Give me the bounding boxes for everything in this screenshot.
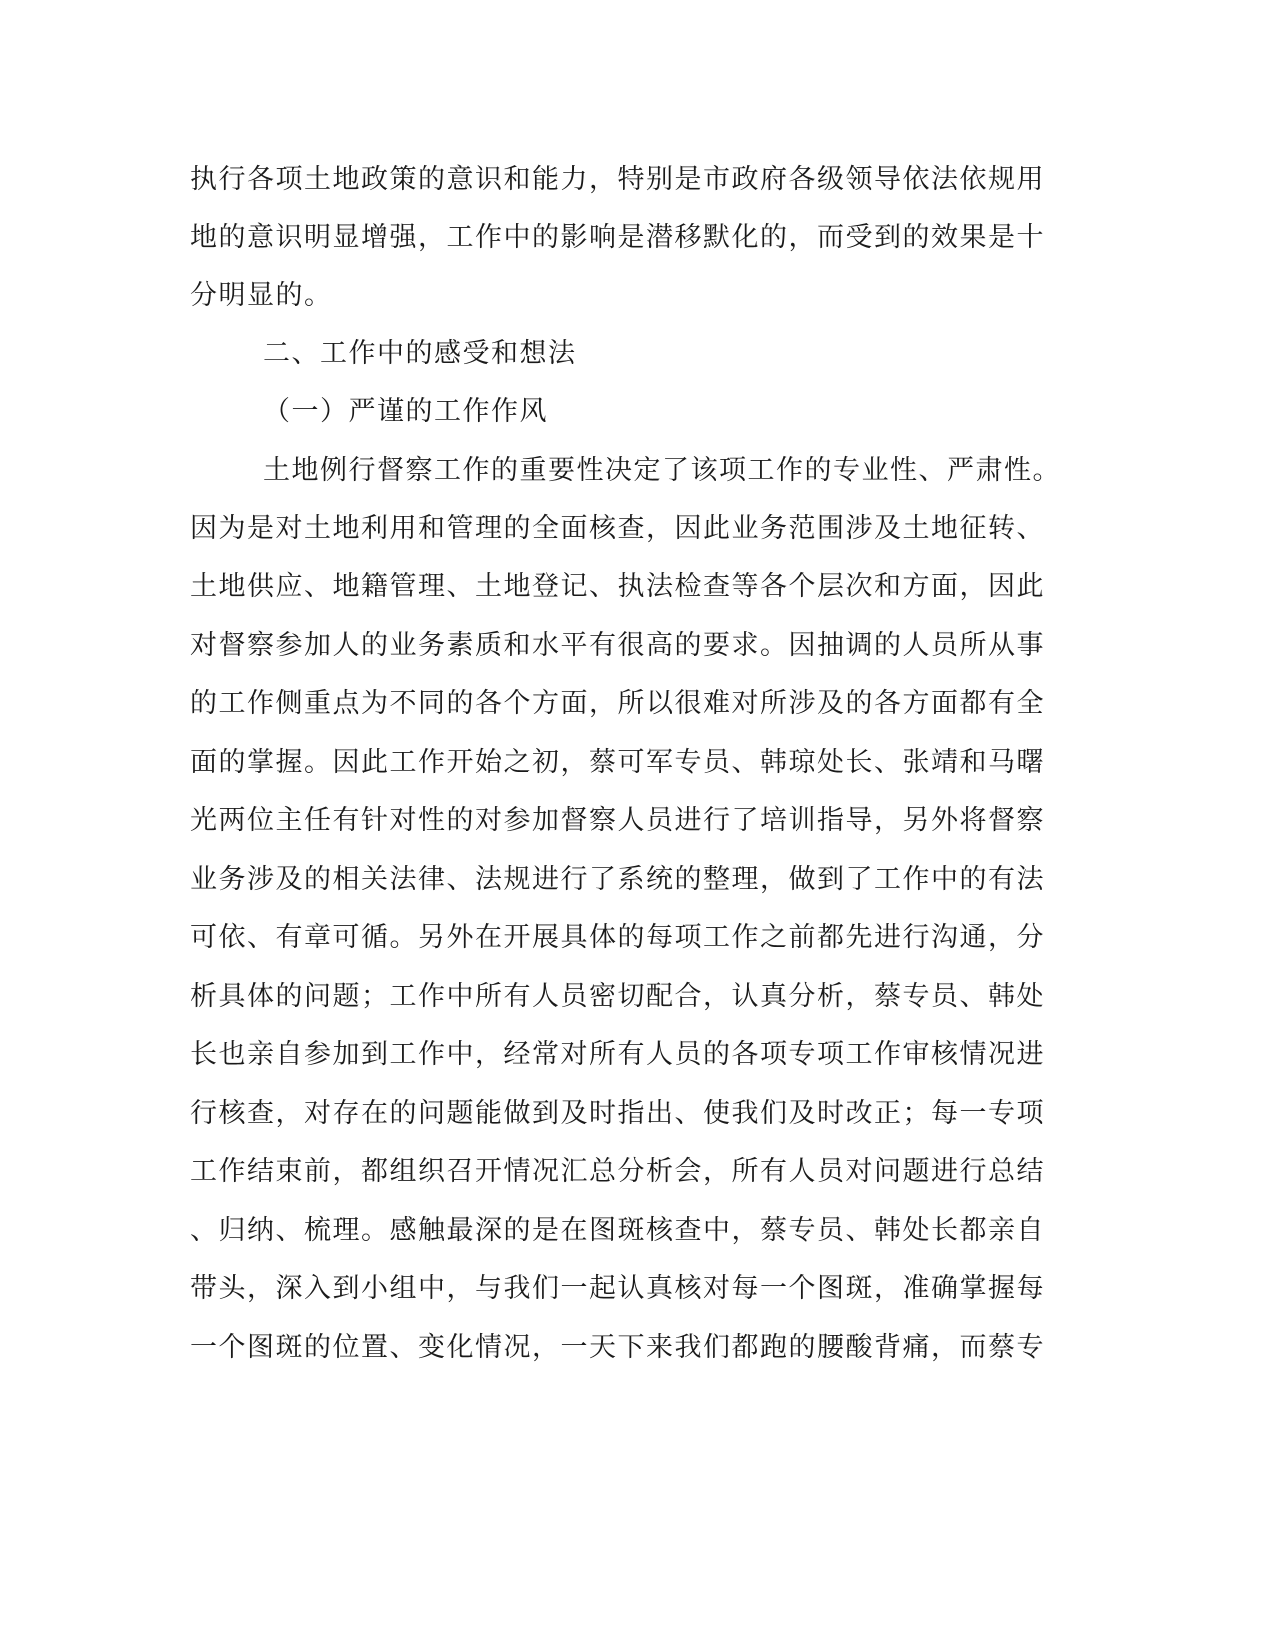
paragraph-line: 土地例行督察工作的重要性决定了该项工作的专业性、严肃性。	[263, 455, 1061, 486]
paragraph-line: 带头，深入到小组中，与我们一起认真核对每一个图斑，准确掌握每	[190, 1273, 1045, 1304]
paragraph-line: 光两位主任有针对性的对参加督察人员进行了培训指导，另外将督察	[190, 805, 1045, 836]
paragraph-line: 一个图斑的位置、变化情况，一天下来我们都跑的腰酸背痛，而蔡专	[190, 1332, 1045, 1363]
paragraph-line: 长也亲自参加到工作中，经常对所有人员的各项专项工作审核情况进	[190, 1039, 1045, 1070]
subsection-heading: （一）严谨的工作作风	[263, 396, 548, 427]
paragraph-line: 业务涉及的相关法律、法规进行了系统的整理，做到了工作中的有法	[190, 864, 1045, 895]
paragraph-line: 面的掌握。因此工作开始之初，蔡可军专员、韩琼处长、张靖和马曙	[190, 747, 1045, 778]
paragraph-line: 、归纳、梳理。感触最深的是在图斑核查中，蔡专员、韩处长都亲自	[190, 1215, 1045, 1246]
paragraph-line: 的工作侧重点为不同的各个方面，所以很难对所涉及的各方面都有全	[190, 688, 1045, 719]
paragraph-line: 执行各项土地政策的意识和能力，特别是市政府各级领导依法依规用	[190, 164, 1045, 195]
paragraph-line: 土地供应、地籍管理、土地登记、执法检查等各个层次和方面，因此	[190, 571, 1045, 602]
paragraph-line: 分明显的。	[190, 280, 333, 311]
paragraph-line: 因为是对土地利用和管理的全面核查，因此业务范围涉及土地征转、	[190, 513, 1045, 544]
section-heading: 二、工作中的感受和想法	[263, 338, 577, 369]
paragraph-line: 析具体的问题；工作中所有人员密切配合，认真分析，蔡专员、韩处	[190, 981, 1045, 1012]
paragraph-line: 地的意识明显增强，工作中的影响是潜移默化的，而受到的效果是十	[190, 222, 1045, 253]
paragraph-line: 对督察参加人的业务素质和水平有很高的要求。因抽调的人员所从事	[190, 630, 1045, 661]
paragraph-line: 可依、有章可循。另外在开展具体的每项工作之前都先进行沟通，分	[190, 922, 1045, 953]
paragraph-line: 行核查，对存在的问题能做到及时指出、使我们及时改正；每一专项	[190, 1098, 1045, 1129]
paragraph-line: 工作结束前，都组织召开情况汇总分析会，所有人员对问题进行总结	[190, 1156, 1045, 1187]
